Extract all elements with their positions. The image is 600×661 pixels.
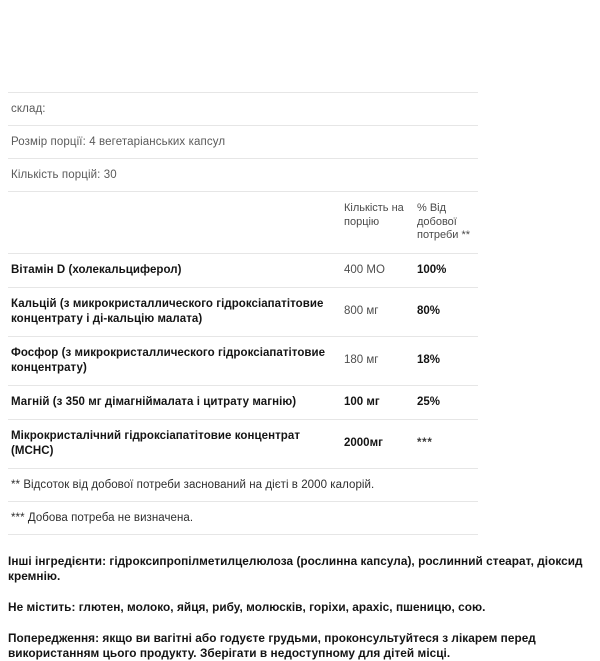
nutrient-name: Кальцій (з микрокристаллического гідроксіапатітовие концентрату і ді-кальцію малата): [11, 297, 324, 325]
nutrient-name: Магній (з 350 мг дімагніймалата і цитрату магнію): [11, 395, 297, 408]
serving-size-text: Розмір порції: 4 вегетаріанських капсул: [11, 136, 226, 148]
footnote-not-established: *** Добова потреба не визначена.: [11, 511, 194, 524]
nutrient-amount: 100 мг: [344, 395, 380, 408]
table-row: [8, 420, 478, 469]
column-header-amount-per-serving: Кількість на порцію: [344, 202, 404, 228]
nutrient-name: Вітамін D (холекальциферол): [11, 263, 182, 276]
product-notes: [8, 554, 592, 661]
allergen-free-text: Не містить: глютен, молоко, яйця, рибу, молюсків, горіхи, арахіс, пшеницю, сою.: [8, 599, 486, 614]
table-row-heading: [8, 93, 478, 126]
nutrient-percent: ***: [417, 437, 433, 449]
table-row-footnote: [8, 469, 478, 502]
column-header-percent-daily-value: % Від добової потреби **: [417, 202, 471, 241]
table-row-serving-size: [8, 126, 478, 159]
nutrient-amount: 400 МО: [344, 263, 385, 276]
footnote-daily-value: ** Відсоток від добової потреби заснований на дієті в 2000 калорій.: [11, 478, 375, 491]
nutrient-percent: 100%: [417, 263, 447, 276]
nutrient-percent: 25%: [417, 395, 441, 408]
nutrient-amount: 180 мг: [344, 354, 379, 366]
table-row: [8, 337, 478, 386]
servings-per-container-text: Кількість порцій: 30: [11, 169, 117, 181]
table-header-row: [8, 192, 478, 253]
other-ingredients-text: Інші інгредієнти: гідроксипропілметилцелюлоза (рослинна капсула), рослинний стеарат, діоксид кремнію.: [8, 553, 583, 583]
nutrient-percent: 80%: [417, 305, 441, 317]
table-row: [8, 254, 478, 288]
divider: [8, 534, 478, 535]
nutrient-name: Мікрокристалічний гідроксіапатітовие концентрат (MCHC): [11, 429, 301, 457]
table-row-footnote: [8, 502, 478, 535]
supplement-facts-heading: склад:: [11, 103, 46, 115]
table-row: [8, 386, 478, 420]
top-spacer: [0, 0, 600, 92]
supplement-facts-table: [8, 92, 478, 535]
nutrient-amount: 800 мг: [344, 305, 379, 317]
nutrient-percent: 18%: [417, 354, 441, 366]
nutrient-name: Фосфор (з микрокристаллического гідроксіапатітовие концентрату): [11, 346, 326, 374]
column-header-nutrient: [8, 192, 340, 253]
table-row: [8, 288, 478, 337]
warning-text: Попередження: якщо ви вагітні або годуєте грудьми, проконсультуйтеся з лікарем перед використанням цього продукту. Зберігати в недоступному для дітей місці.: [8, 630, 536, 660]
table-row-servings-per-container: [8, 159, 478, 192]
nutrient-amount: 2000мг: [344, 437, 383, 449]
